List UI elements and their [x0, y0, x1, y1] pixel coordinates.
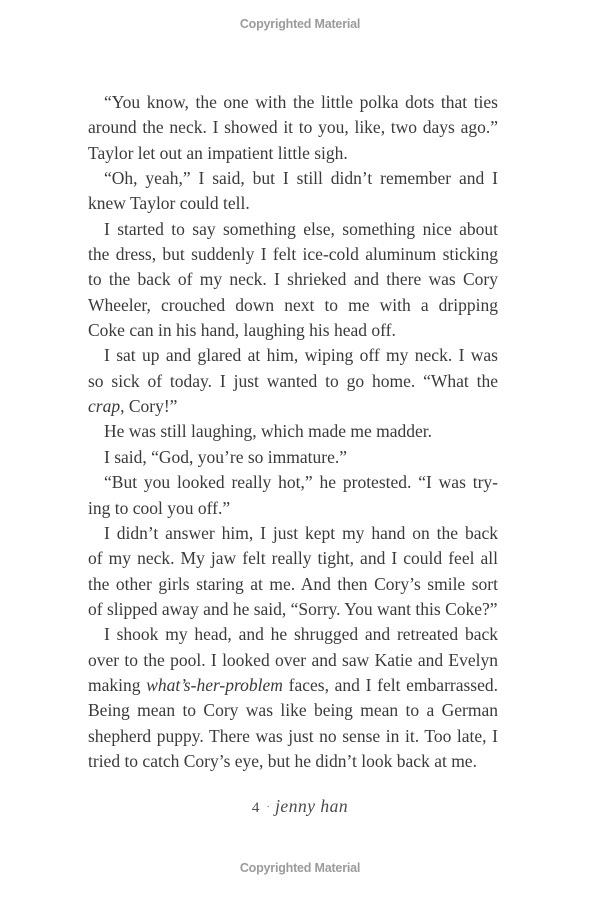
text-run: ing to cool you off.” [88, 497, 231, 518]
text-run: I shook my head, and he shrugged and retreated back [104, 624, 498, 645]
text-run: Wheeler, crouched down next to me with a dripping [88, 294, 498, 315]
text-line [88, 369, 498, 394]
text-line [88, 470, 498, 495]
page-number: 4 [251, 800, 260, 816]
text-line [88, 166, 498, 191]
text-line [88, 521, 498, 546]
text-run: Coke can in his hand, laughing his head off. [88, 320, 396, 341]
text-run: the other girls staring at me. And then Cory’s smile sort [88, 573, 498, 594]
text-run: crap [88, 396, 121, 417]
text-run: what’s-her-problem [146, 674, 283, 695]
text-line [88, 698, 498, 723]
footer-separator: · [266, 801, 271, 813]
text-line [88, 419, 498, 444]
text-line [88, 90, 498, 115]
text-line [88, 242, 498, 267]
text-run: of my neck. My jaw felt really tight, and I could feel all [88, 548, 498, 569]
text-line [88, 597, 498, 622]
text-run: , Cory!” [120, 396, 178, 417]
text-run: the dress, but suddenly I felt ice-cold aluminum sticking [88, 244, 498, 265]
text-run: He was still laughing, which made me madder. [104, 421, 433, 442]
text-run: “Oh, yeah,” I said, but I still didn’t remember and I [104, 168, 498, 189]
text-run: I started to say something else, something nice about [104, 218, 498, 239]
text-run: tried to catch Cory’s eye, but he didn’t look back at me. [88, 750, 477, 771]
text-line [88, 394, 498, 419]
page-text [88, 90, 498, 774]
text-run: faces, and I felt embarrassed. [282, 674, 498, 695]
page-footer [0, 796, 600, 817]
text-line [88, 546, 498, 571]
text-run: so sick of today. I just wanted to go home. “What the [88, 370, 498, 391]
text-run: Being mean to Cory was like being mean to a German [88, 700, 498, 721]
copyright-notice-bottom: Copyrighted Material [239, 861, 361, 875]
text-line [88, 622, 498, 647]
text-line [88, 217, 498, 242]
text-line [88, 724, 498, 749]
text-line [88, 267, 498, 292]
text-line [88, 673, 498, 698]
text-line [88, 293, 498, 318]
text-run: “But you looked really hot,” he protested. “I was try- [104, 472, 498, 493]
copyright-notice-top: Copyrighted Material [239, 17, 361, 31]
author-name: jenny han [275, 796, 349, 816]
text-run: Taylor let out an impatient little sigh. [88, 142, 348, 163]
text-run: to the back of my neck. I shrieked and there was Cory [88, 269, 498, 290]
text-line [88, 496, 498, 521]
text-line [88, 648, 498, 673]
text-run: I said, “God, you’re so immature.” [104, 446, 347, 467]
text-line [88, 191, 498, 216]
text-run: “You know, the one with the little polka dots that ties [104, 92, 498, 112]
text-run: around the neck. I showed it to you, like, two days ago.” [88, 117, 498, 138]
text-line [88, 445, 498, 470]
text-run: knew Taylor could tell. [88, 193, 250, 214]
text-run: of slipped away and he said, “Sorry. You want this Coke?” [88, 598, 498, 619]
text-line [88, 318, 498, 343]
text-run: I didn’t answer him, I just kept my hand on the back [104, 522, 498, 543]
text-line [88, 343, 498, 368]
text-run: I sat up and glared at him, wiping off my neck. I was [104, 345, 498, 366]
text-line [88, 572, 498, 597]
text-line [88, 115, 498, 140]
text-line [88, 749, 498, 774]
text-run: over to the pool. I looked over and saw Katie and Evelyn [88, 649, 498, 670]
text-line [88, 141, 498, 166]
text-run: shepherd puppy. There was just no sense in it. Too late, I [88, 725, 498, 746]
text-run: making [88, 674, 147, 695]
